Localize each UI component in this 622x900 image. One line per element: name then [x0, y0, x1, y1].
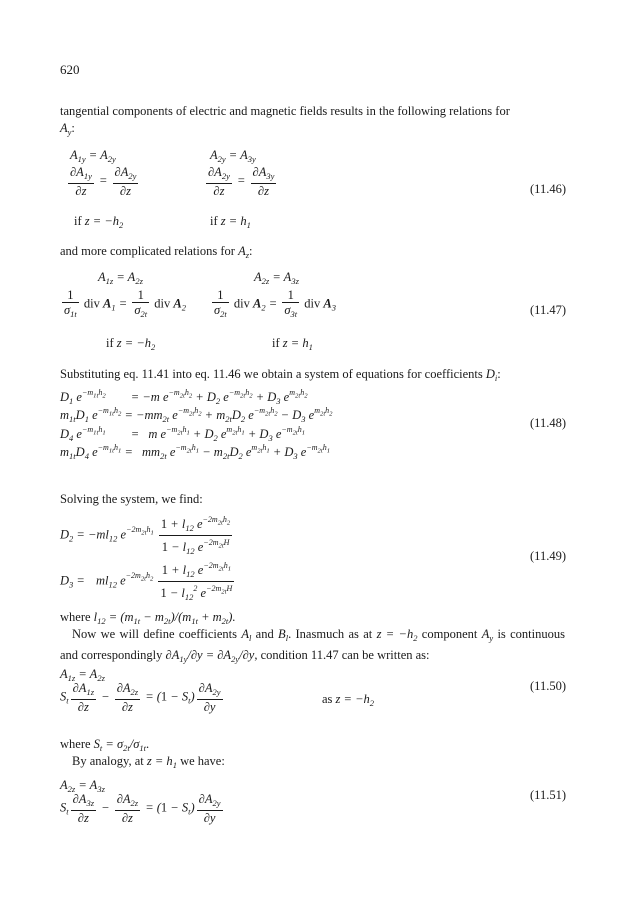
- eq1146-row2-right: $\frac{\partial A_{2y}}{\partial z}$ = $\frac{\partial A_{3y}}{\partial z}$: [208, 165, 275, 198]
- eq1147-row2-left: $\frac{1}{\sigma_{1t}}$ div $A_1$ = $\frac{1}{\sigma_{2t}}$ div $A_2$: [64, 288, 186, 319]
- eq1150-cond: as $z = -h_2$: [322, 692, 375, 708]
- text-solving: Solving the system, we find:: [60, 492, 203, 506]
- eq1150-number: (11.50): [530, 679, 566, 693]
- eq1147-cond-left: if $z = -h_2$: [106, 336, 156, 352]
- eq1147-number: (11.47): [530, 303, 566, 317]
- eq1146-cond-right: if $z = h_1$: [210, 214, 251, 230]
- eq1150-row2: $S_t$ $\frac{\partial A_{1z}}{\partial z}$ − $\frac{\partial A_{2z}}{\partial z}$ = $(1 - S_t)$ $\frac{\partial A_{2y}}{\partial y}$: [60, 681, 221, 714]
- eq1151-row1: $A_{2z} = A_{3z}$: [60, 778, 105, 794]
- eq1147-row1-right: $A_{2z} = A_{3z}$: [254, 270, 299, 286]
- eq1151-row2: $S_t$ $\frac{\partial A_{3z}}{\partial z}$ − $\frac{\partial A_{2z}}{\partial z}$ = $(1 - S_t)$ $\frac{\partial A_{2y}}{\partial y}$: [60, 792, 221, 825]
- text-analogy: By analogy, at $z = h_1$ we have:: [72, 754, 225, 770]
- page-number: 620: [60, 62, 80, 77]
- equation-11-49: [60, 513, 566, 603]
- text-where-st: where $S_t = \sigma_{2t}/\sigma_{1t}$.: [60, 737, 150, 753]
- eq1151-number: (11.51): [530, 788, 566, 802]
- eq1146-row1-right: $A_{2y} = A_{3y}$: [210, 148, 256, 164]
- text-where-l12: where $l_{12} = (m_{1t} - m_{2t})/(m_{1t} + m_{2t})$.: [60, 610, 236, 626]
- text-now-define: Now we will define coefficients $A_l$ and $B_l$. Inasmuch as at $z = -h_2$ component $A_y$ is continuous and correspondingly $\partial A_{1y}/\partial y = \partial A_{2y}/\partial y$, condition 11.47 can be written as:: [60, 627, 565, 664]
- eq1148-row1: $D_1$ $e^{-m_{1t}h_2} = -m$ $e^{-m_{2t}h_2} + D_2$ $e^{-m_{2t}h_2} + D_3$ $e^{m_{2t}h_2}$: [60, 388, 308, 406]
- eq1148-row4: $m_{1t}D_4$ $e^{-m_{1t}h_1} = mm_{2t}$ $e^{-m_{2t}h_1} - m_{2t}D_2$ $e^{m_{2t}h_1} + D_3$ $e^{-m_{2t}h_1}$: [60, 443, 331, 461]
- eq1146-number: (11.46): [530, 182, 566, 196]
- eq1149-row1: $D_2 = -ml_{12}$ $e^{-2m_{2t}h_1}$ $\frac{1 + l_{12} e^{-2m_{2t}h_2}}{1 - l_{12} e^{-2m_{2t}H}}$: [60, 515, 231, 556]
- eq1147-row2-right: $\frac{1}{\sigma_{2t}}$ div $A_2$ = $\frac{1}{\sigma_{3t}}$ div $A_3$: [214, 288, 336, 319]
- eq1147-cond-right: if $z = h_1$: [272, 336, 313, 352]
- text-more-relations: and more complicated relations for $A_z$:: [60, 244, 253, 260]
- eq1146-row1-left: $A_{1y} = A_{2y}$: [70, 148, 116, 164]
- equation-11-51: [60, 778, 566, 828]
- eq1149-number: (11.49): [530, 549, 566, 563]
- eq1146-cond-left: if $z = -h_2$: [74, 214, 124, 230]
- equation-11-48: [60, 388, 566, 468]
- eq1148-number: (11.48): [530, 416, 566, 430]
- eq1148-row3: $D_4$ $e^{-m_{1t}h_1} = m$ $e^{-m_{2t}h_1} + D_2$ $e^{m_{2t}h_1} + D_3$ $e^{-m_{2t}h_1}$: [60, 425, 306, 443]
- eq1149-row2: $D_3 = ml_{12}$ $e^{-2m_{2t}h_2}$ $\frac{1 + l_{12} e^{-2m_{2t}h_1}}{1 - l_{12}^2 e^{-2m_{2t}H}}$: [60, 561, 233, 602]
- eq1147-row1-left: $A_{1z} = A_{2z}$: [98, 270, 143, 286]
- equation-11-46: [60, 148, 566, 248]
- eq1146-row2-left: $\frac{\partial A_{1y}}{\partial z}$ = $\frac{\partial A_{2y}}{\partial z}$: [70, 165, 137, 198]
- equation-11-50: [60, 667, 566, 717]
- intro-var: $A_y$: [60, 121, 72, 137]
- eq1148-row2: $m_{1t}D_1$ $e^{-m_{1t}h_2} = -mm_{2t}$ $e^{-m_{2t}h_2} + m_{2t}D_2$ $e^{-m_{2t}h_2} - D_3$ $e^{m_{2t}h_2}$: [60, 406, 333, 424]
- text-substituting: Substituting eq. 11.41 into eq. 11.46 we obtain a system of equations for coefficients $D_i$:: [60, 367, 501, 383]
- intro-text: tangential components of electric and magnetic fields results in the following relations for: [60, 104, 510, 118]
- intro-paragraph: tangential components of electric and magnetic fields results in the following relations for $A_y$:: [60, 104, 510, 137]
- equation-11-47: [60, 270, 566, 360]
- eq1150-row1: $A_{1z} = A_{2z}$: [60, 667, 105, 683]
